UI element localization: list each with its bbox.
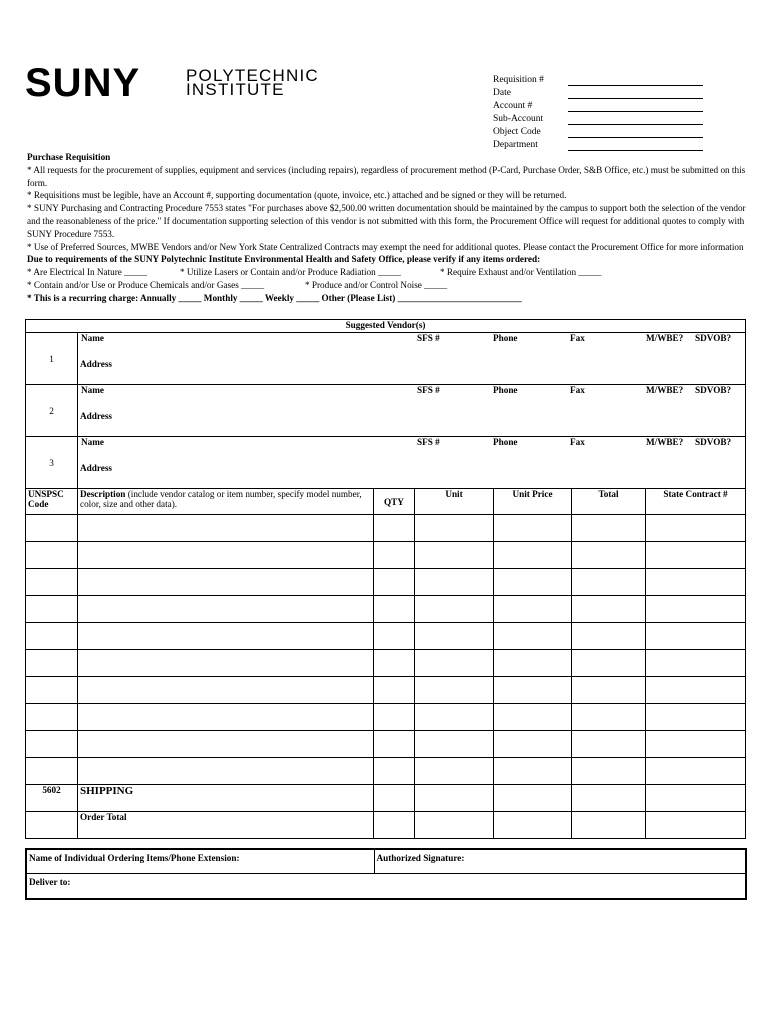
cell[interactable] bbox=[572, 704, 646, 731]
vendor-phone-label: Phone bbox=[493, 385, 518, 395]
cell[interactable] bbox=[374, 596, 415, 623]
cell bbox=[374, 812, 415, 839]
cell[interactable] bbox=[78, 623, 374, 650]
cell[interactable] bbox=[415, 623, 494, 650]
description-header bbox=[78, 489, 374, 515]
cell[interactable] bbox=[374, 731, 415, 758]
vendor-2-name-row[interactable] bbox=[78, 385, 746, 411]
cell[interactable] bbox=[646, 542, 746, 569]
table-row bbox=[26, 542, 746, 569]
table-row bbox=[26, 596, 746, 623]
cell[interactable] bbox=[572, 623, 646, 650]
logo-line1: POLYTECHNIC bbox=[186, 66, 319, 85]
cell[interactable] bbox=[494, 596, 572, 623]
cell[interactable] bbox=[26, 704, 78, 731]
cell[interactable] bbox=[78, 569, 374, 596]
cell[interactable] bbox=[494, 569, 572, 596]
cell[interactable] bbox=[494, 731, 572, 758]
cell[interactable] bbox=[646, 758, 746, 785]
cell[interactable] bbox=[415, 596, 494, 623]
cell[interactable] bbox=[572, 596, 646, 623]
vendor-fax-label: Fax bbox=[570, 385, 585, 395]
cell[interactable] bbox=[415, 731, 494, 758]
cell[interactable] bbox=[646, 704, 746, 731]
cell[interactable] bbox=[374, 623, 415, 650]
field-label: Requisition # bbox=[493, 75, 544, 85]
vendor-number: 3 bbox=[26, 437, 78, 489]
vendor-1-name-row[interactable] bbox=[78, 333, 746, 359]
requisition-fields bbox=[493, 74, 703, 152]
qty-header: QTY bbox=[374, 489, 415, 515]
instruction-1: * All requests for the procurement of supplies, equipment and services (including repairs), regardless of procurement method (P-Card, Purchase Order, S&B Office, etc.) must be submitted on this form. bbox=[27, 164, 746, 188]
instruction-2: * Requisitions must be legible, have an Account #, supporting documentation (quote, invoice, etc.) attached and be signed or they will be returned. bbox=[27, 190, 567, 201]
vendor-fax-label: Fax bbox=[570, 333, 585, 343]
cell[interactable] bbox=[26, 677, 78, 704]
sub-account-field[interactable] bbox=[568, 124, 703, 125]
table-row bbox=[26, 623, 746, 650]
cell[interactable] bbox=[374, 569, 415, 596]
cell[interactable] bbox=[374, 515, 415, 542]
order-total-row bbox=[26, 812, 746, 839]
table-row bbox=[26, 515, 746, 542]
vendors-title: Suggested Vendor(s) bbox=[26, 320, 746, 333]
cell[interactable] bbox=[415, 542, 494, 569]
state-contract-header: State Contract # bbox=[646, 489, 746, 515]
vendor-1-address[interactable]: Address bbox=[78, 359, 746, 385]
cell[interactable] bbox=[78, 758, 374, 785]
authorized-signature-field[interactable]: Authorized Signature: bbox=[374, 849, 746, 873]
cell[interactable] bbox=[374, 677, 415, 704]
vendor-3-name-row[interactable] bbox=[78, 437, 746, 463]
table-row bbox=[26, 569, 746, 596]
vendor-sfs-label: SFS # bbox=[417, 385, 440, 395]
date-field[interactable] bbox=[568, 98, 703, 99]
vendor-name-label: Name bbox=[81, 437, 104, 447]
instruction-3: * SUNY Purchasing and Contracting Procedure 7553 states "For purchases above $2,500.00 written documentation should be maintained by the campus to support both the selection of the vendor and the reasonableness of the price." If documentation supporting selection of this vendor is not submitted with this form, the Procurement Office will request for additional quotes to comply with SUNY Procedure 7553. bbox=[27, 203, 746, 239]
instruction-4: * Use of Preferred Sources, MWBE Vendors and/or New York State Centralized Contracts may exempt the need for additional quotes. Please contact the Procurement Office for more information bbox=[27, 241, 744, 252]
unit-header: Unit bbox=[415, 489, 494, 515]
form-title: Purchase Requisition bbox=[27, 152, 111, 162]
cell[interactable] bbox=[646, 515, 746, 542]
cell[interactable] bbox=[494, 677, 572, 704]
cell[interactable] bbox=[374, 650, 415, 677]
order-total-value[interactable] bbox=[572, 812, 646, 839]
vendor-sfs-label: SFS # bbox=[417, 437, 440, 447]
vendor-sdvob-label: SDVOB? bbox=[695, 437, 732, 447]
field-label: Date bbox=[493, 88, 511, 98]
cell[interactable] bbox=[494, 623, 572, 650]
cell[interactable] bbox=[572, 542, 646, 569]
account-field[interactable] bbox=[568, 111, 703, 112]
check-exhaust[interactable]: * Require Exhaust and/or Ventilation _____ bbox=[440, 267, 602, 278]
vendor-2-address[interactable]: Address bbox=[78, 411, 746, 437]
cell[interactable] bbox=[78, 542, 374, 569]
field-label: Object Code bbox=[493, 127, 541, 137]
cell bbox=[26, 812, 78, 839]
cell[interactable] bbox=[415, 515, 494, 542]
object-code-field[interactable] bbox=[568, 137, 703, 138]
signature-table bbox=[25, 848, 747, 900]
table-row bbox=[26, 677, 746, 704]
cell[interactable] bbox=[374, 785, 415, 812]
deliver-to-field[interactable]: Deliver to: bbox=[26, 873, 746, 899]
cell[interactable] bbox=[26, 569, 78, 596]
field-label: Department bbox=[493, 140, 538, 150]
cell[interactable] bbox=[494, 758, 572, 785]
cell bbox=[646, 812, 746, 839]
description-header-note: (include vendor catalog or item number, specify model number, color, size and other data). bbox=[80, 489, 362, 509]
logo-institute bbox=[186, 66, 319, 99]
instructions bbox=[27, 151, 747, 305]
cell[interactable] bbox=[78, 650, 374, 677]
vendor-sdvob-label: SDVOB? bbox=[695, 333, 732, 343]
logo-suny: SUNY bbox=[25, 61, 141, 105]
ehs-checks-row1 bbox=[27, 266, 747, 279]
cell[interactable] bbox=[78, 704, 374, 731]
cell[interactable] bbox=[494, 704, 572, 731]
total-header: Total bbox=[572, 489, 646, 515]
cell[interactable] bbox=[494, 650, 572, 677]
vendor-phone-label: Phone bbox=[493, 333, 518, 343]
cell bbox=[494, 812, 572, 839]
check-lasers[interactable]: * Utilize Lasers or Contain and/or Produce Radiation _____ bbox=[180, 267, 401, 278]
vendor-3-address[interactable]: Address bbox=[78, 463, 746, 489]
cell[interactable] bbox=[374, 704, 415, 731]
cell[interactable] bbox=[646, 596, 746, 623]
cell[interactable] bbox=[78, 677, 374, 704]
cell[interactable] bbox=[78, 515, 374, 542]
cell[interactable] bbox=[572, 677, 646, 704]
cell[interactable] bbox=[646, 623, 746, 650]
cell[interactable] bbox=[494, 785, 572, 812]
shipping-label: SHIPPING bbox=[78, 785, 374, 812]
cell[interactable] bbox=[26, 515, 78, 542]
vendor-mwbe-label: M/WBE? bbox=[646, 385, 684, 395]
cell[interactable] bbox=[646, 677, 746, 704]
unit-price-header: Unit Price bbox=[494, 489, 572, 515]
cell[interactable] bbox=[26, 650, 78, 677]
cell[interactable] bbox=[26, 542, 78, 569]
check-noise[interactable]: * Produce and/or Control Noise _____ bbox=[305, 280, 448, 291]
cell[interactable] bbox=[494, 542, 572, 569]
cell[interactable] bbox=[646, 731, 746, 758]
field-label: Sub-Account bbox=[493, 114, 544, 124]
cell[interactable] bbox=[26, 758, 78, 785]
cell[interactable] bbox=[572, 515, 646, 542]
field-label: Account # bbox=[493, 101, 533, 111]
cell[interactable] bbox=[374, 758, 415, 785]
cell[interactable] bbox=[572, 785, 646, 812]
logo-line2: INSTITUTE bbox=[186, 80, 285, 99]
requisition-number-field[interactable] bbox=[568, 85, 703, 86]
vendor-name-label: Name bbox=[81, 333, 104, 343]
vendor-name-label: Name bbox=[81, 385, 104, 395]
shipping-code: 5602 bbox=[26, 785, 78, 812]
cell[interactable] bbox=[415, 758, 494, 785]
cell[interactable] bbox=[572, 731, 646, 758]
cell bbox=[415, 812, 494, 839]
cell[interactable] bbox=[415, 650, 494, 677]
vendor-mwbe-label: M/WBE? bbox=[646, 437, 684, 447]
vendor-number: 2 bbox=[26, 385, 78, 437]
unspsc-header: UNSPSC Code bbox=[26, 489, 78, 515]
table-row bbox=[26, 758, 746, 785]
vendor-number: 1 bbox=[26, 333, 78, 385]
table-row bbox=[26, 731, 746, 758]
cell[interactable] bbox=[415, 704, 494, 731]
vendor-phone-label: Phone bbox=[493, 437, 518, 447]
recurring-charge[interactable]: * This is a recurring charge: Annually _____ Monthly _____ Weekly _____ Other (Please List) ___________________________ bbox=[27, 293, 522, 304]
vendor-sfs-label: SFS # bbox=[417, 333, 440, 343]
shipping-row bbox=[26, 785, 746, 812]
ordering-individual-field[interactable]: Name of Individual Ordering Items/Phone Extension: bbox=[26, 849, 374, 873]
cell[interactable] bbox=[26, 731, 78, 758]
cell[interactable] bbox=[374, 542, 415, 569]
cell[interactable] bbox=[572, 650, 646, 677]
table-row bbox=[26, 704, 746, 731]
cell[interactable] bbox=[646, 650, 746, 677]
cell[interactable] bbox=[26, 623, 78, 650]
cell[interactable] bbox=[646, 569, 746, 596]
cell[interactable] bbox=[78, 596, 374, 623]
vendor-fax-label: Fax bbox=[570, 437, 585, 447]
cell[interactable] bbox=[494, 515, 572, 542]
cell[interactable] bbox=[78, 731, 374, 758]
vendor-mwbe-label: M/WBE? bbox=[646, 333, 684, 343]
check-electrical[interactable]: * Are Electrical In Nature _____ bbox=[27, 267, 148, 278]
cell[interactable] bbox=[415, 677, 494, 704]
table-row bbox=[26, 650, 746, 677]
requisition-table bbox=[25, 319, 746, 839]
cell[interactable] bbox=[572, 758, 646, 785]
ehs-notice: Due to requirements of the SUNY Polytechnic Institute Environmental Health and Safety Office, please verify if any items ordered: bbox=[27, 254, 541, 265]
cell[interactable] bbox=[572, 569, 646, 596]
cell[interactable] bbox=[26, 596, 78, 623]
description-header-bold: Description bbox=[80, 489, 126, 499]
ehs-checks-row2 bbox=[27, 279, 747, 292]
check-chemicals[interactable]: * Contain and/or Use or Produce Chemicals and/or Gases _____ bbox=[27, 280, 265, 291]
cell[interactable] bbox=[415, 569, 494, 596]
cell[interactable] bbox=[646, 785, 746, 812]
vendor-sdvob-label: SDVOB? bbox=[695, 385, 732, 395]
cell[interactable] bbox=[415, 785, 494, 812]
order-total-label: Order Total bbox=[78, 812, 374, 839]
